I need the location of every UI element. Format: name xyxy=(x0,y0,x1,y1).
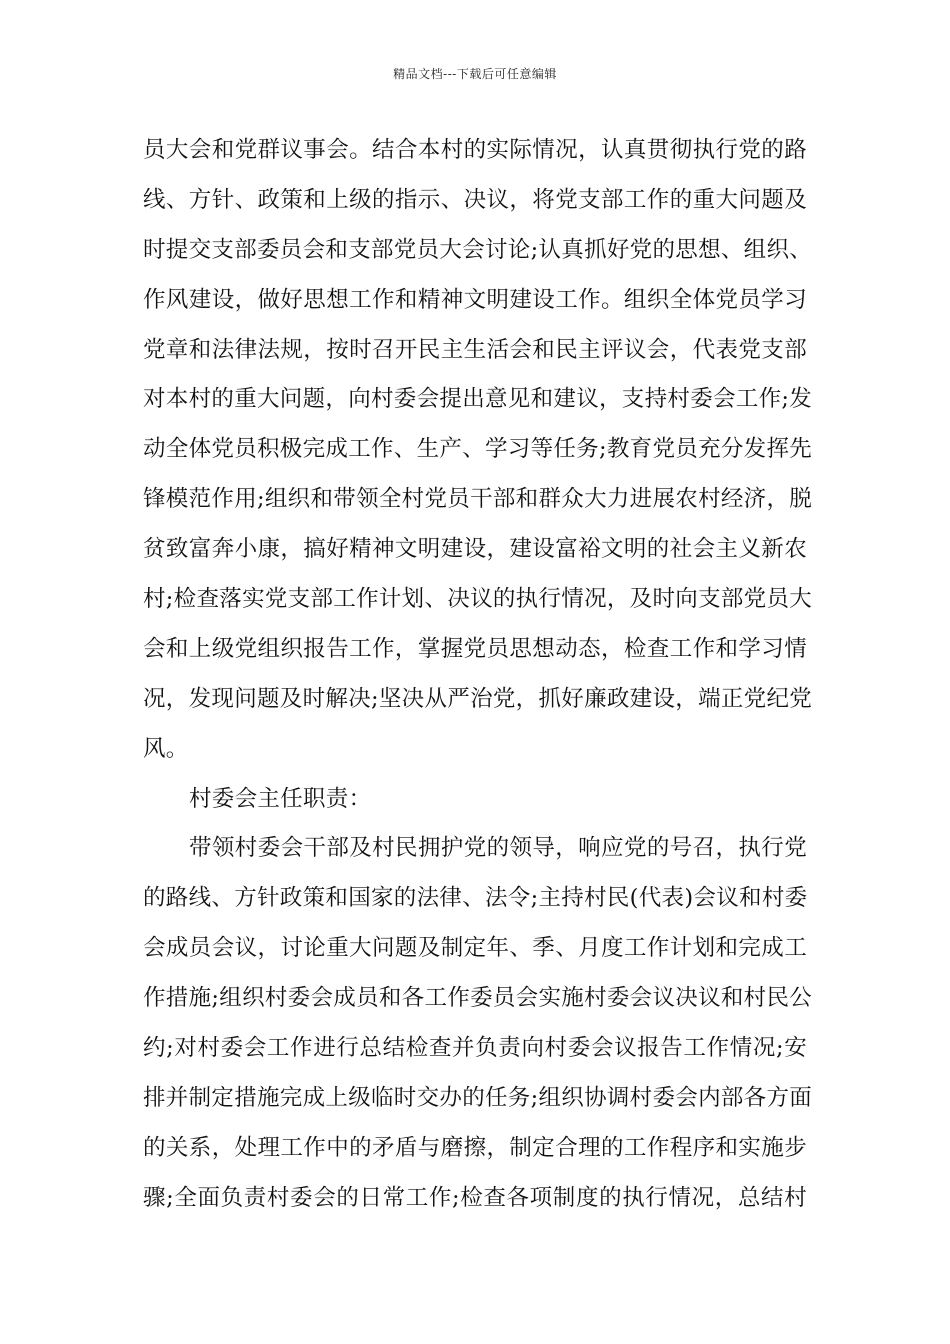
text-line: 贫致富奔小康，搞好精神文明建设，建设富裕文明的社会主义新农 xyxy=(143,536,807,563)
text-line: 村;检查落实党支部工作计划、决议的执行情况，及时向支部党员大 xyxy=(143,586,813,613)
page-header: 精品文档---下载后可任意编辑 xyxy=(393,67,557,81)
text-line: 锋模范作用;组织和带领全村党员干部和群众大力进展农村经济，脱 xyxy=(143,486,813,513)
text-line: 的路线、方针政策和国家的法律、法令;主持村民(代表)会议和村委 xyxy=(143,885,808,912)
document-body xyxy=(143,126,813,1224)
text-line: 约;对村委会工作进行总结检查并负责向村委会议报告工作情况;安 xyxy=(143,1035,807,1062)
text-line: 对本村的重大问题，向村委会提出意见和建议，支持村委会工作;发 xyxy=(143,386,813,413)
text-line: 排并制定措施完成上级临时交办的任务;组织协调村委会内部各方面 xyxy=(143,1084,813,1111)
text-line: 员大会和党群议事会。结合本村的实际情况，认真贯彻执行党的路 xyxy=(143,137,807,163)
section-heading: 村委会主任职责： xyxy=(189,785,372,812)
text-line: 动全体党员积极完成工作、生产、学习等任务;教育党员充分发挥先 xyxy=(143,436,813,463)
text-line: 作措施;组织村委会成员和各工作委员会实施村委会议决议和村民公 xyxy=(143,985,813,1012)
text-line: 带领村委会干部及村民拥护党的领导，响应党的号召，执行党 xyxy=(189,835,807,862)
text-line: 时提交支部委员会和支部党员大会讨论;认真抓好党的思想、组织、 xyxy=(143,236,813,263)
text-line: 骤;全面负责村委会的日常工作;检查各项制度的执行情况，总结村 xyxy=(143,1184,807,1211)
text-line: 风。 xyxy=(143,735,189,762)
text-line: 会和上级党组织报告工作，掌握党员思想动态，检查工作和学习情 xyxy=(143,635,807,662)
text-line: 作风建设，做好思想工作和精神文明建设工作。组织全体党员学习 xyxy=(143,286,807,313)
text-line: 会成员会议，讨论重大问题及制定年、季、月度工作计划和完成工 xyxy=(143,935,807,962)
text-line: 况，发现问题及时解决;坚决从严治党，抓好廉政建设，端正党纪党 xyxy=(143,685,813,712)
text-line: 的关系，处理工作中的矛盾与磨擦，制定合理的工作程序和实施步 xyxy=(143,1134,807,1161)
text-line: 党章和法律法规，按时召开民主生活会和民主评议会，代表党支部 xyxy=(143,336,807,363)
text-line: 线、方针、政策和上级的指示、决议，将党支部工作的重大问题及 xyxy=(143,186,807,213)
